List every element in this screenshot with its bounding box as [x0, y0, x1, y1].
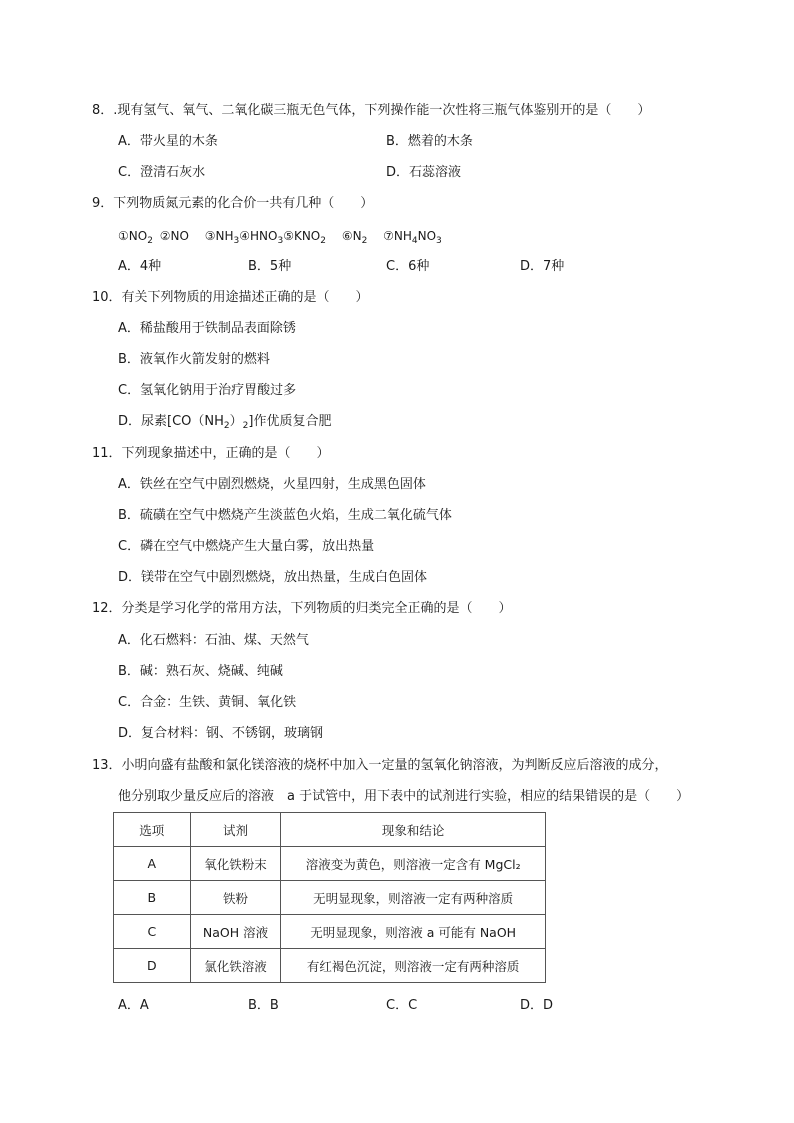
table-cell: 无明显现象，则溶液一定有两种溶质: [281, 881, 546, 915]
q10-option-d: D．尿素$[CO(NH_2)_2]$作优质复合肥: [118, 414, 332, 431]
q12-option-a: A．化石燃料：石油、煤、天然气: [118, 633, 309, 648]
q8-option-b: B．燃着的木条: [386, 134, 473, 149]
question-10-stem: 10．有关下列物质的用途描述正确的是（ ）: [92, 290, 369, 305]
q10-option-b: B．液氧作火箭发射的燃料: [118, 352, 270, 367]
q8-option-a: A．带火星的木条: [118, 134, 218, 149]
table-row: [114, 881, 546, 915]
q9-item-1: $①NO_2$: [118, 229, 153, 246]
q9-item-5: $⑤KNO_2$: [283, 229, 326, 246]
table-row: [114, 915, 546, 949]
table-header-row: [114, 813, 546, 847]
table-cell: NaOH 溶液: [190, 915, 281, 949]
question-8-stem: 8．.现有氢气、氧气、二氧化碳三瓶无色气体，下列操作能一次性将三瓶气体鉴别开的是（ ）: [92, 103, 651, 118]
q9-option-a: A．4种: [118, 259, 162, 274]
q12-option-b: B．碱：熟石灰、烧碱、纯碱: [118, 664, 283, 679]
q11-option-d: D．镁带在空气中剧烈燃烧，放出热量，生成白色固体: [118, 570, 428, 585]
q13-option-a: A．A: [118, 998, 149, 1013]
table-cell: 无明显现象，则溶液 a 可能有 NaOH: [281, 915, 546, 949]
question-12-stem: 12．分类是学习化学的常用方法，下列物质的归类完全正确的是（ ）: [92, 601, 512, 616]
q11-option-b: B．硫磺在空气中燃烧产生淡蓝色火焰，生成二氧化硫气体: [118, 508, 452, 523]
q13-option-d: D．D: [520, 998, 554, 1013]
q13-option-b: B．B: [248, 998, 279, 1013]
q9-item-6: $⑥N_2$: [341, 229, 368, 246]
table-cell: 有红褐色沉淀，则溶液一定有两种溶质: [281, 949, 546, 983]
table-cell: D: [114, 949, 191, 983]
q8-option-c: C．澄清石灰水: [118, 165, 206, 180]
q9-item-7: $⑦NH_4NO_3$: [383, 229, 442, 246]
table-cell: B: [114, 881, 191, 915]
table-cell: A: [114, 847, 191, 881]
q9-item-3: $③NH_3$: [204, 229, 240, 246]
q10-option-c: C．氢氧化钠用于治疗胃酸过多: [118, 383, 297, 398]
table-cell: 氧化铁粉末: [190, 847, 281, 881]
table-cell: 氯化铁溶液: [190, 949, 281, 983]
q9-option-c: C．6种: [386, 259, 430, 274]
q9-option-d: D．7种: [520, 259, 565, 274]
q13-option-c: C．C: [386, 998, 418, 1013]
question-11-stem: 11．下列现象描述中，正确的是（ ）: [92, 446, 330, 461]
table-cell: 溶液变为黄色，则溶液一定含有 MgCl₂: [281, 847, 546, 881]
table-cell: 铁粉: [190, 881, 281, 915]
experiment-table: [113, 812, 546, 983]
table-header-cell: 现象和结论: [281, 813, 546, 847]
q12-option-d: D．复合材料：钢、不锈钢，玻璃钢: [118, 726, 324, 741]
table-header-cell: 选项: [114, 813, 191, 847]
question-13-stem-line2: 他分别取少量反应后的溶液 a 于试管中，用下表中的试剂进行实验，相应的结果错误的是（ ）: [118, 789, 690, 804]
table-cell: C: [114, 915, 191, 949]
q9-substance-list: [118, 227, 442, 250]
q12-option-c: C．合金：生铁、黄铜、氧化铁: [118, 695, 297, 710]
q11-option-a: A．铁丝在空气中剧烈燃烧，火星四射，生成黑色固体: [118, 477, 426, 492]
question-9-stem: 9．下列物质氮元素的化合价一共有几种（ ）: [92, 196, 374, 211]
q11-option-c: C．磷在空气中燃烧产生大量白雾，放出热量: [118, 539, 375, 554]
table-row: [114, 949, 546, 983]
q10-option-a: A．稀盐酸用于铁制品表面除锈: [118, 321, 296, 336]
q8-option-d: D．石蕊溶液: [386, 165, 462, 180]
q9-item-2: ②NO: [159, 229, 189, 243]
table-header-cell: 试剂: [190, 813, 281, 847]
question-13-stem-line1: 13．小明向盛有盐酸和氯化镁溶液的烧杯中加入一定量的氢氧化钠溶液，为判断反应后溶液的成分，: [92, 758, 668, 773]
q9-option-b: B．5种: [248, 259, 292, 274]
q9-item-4: $④HNO_3$: [239, 229, 284, 246]
table-row: [114, 847, 546, 881]
